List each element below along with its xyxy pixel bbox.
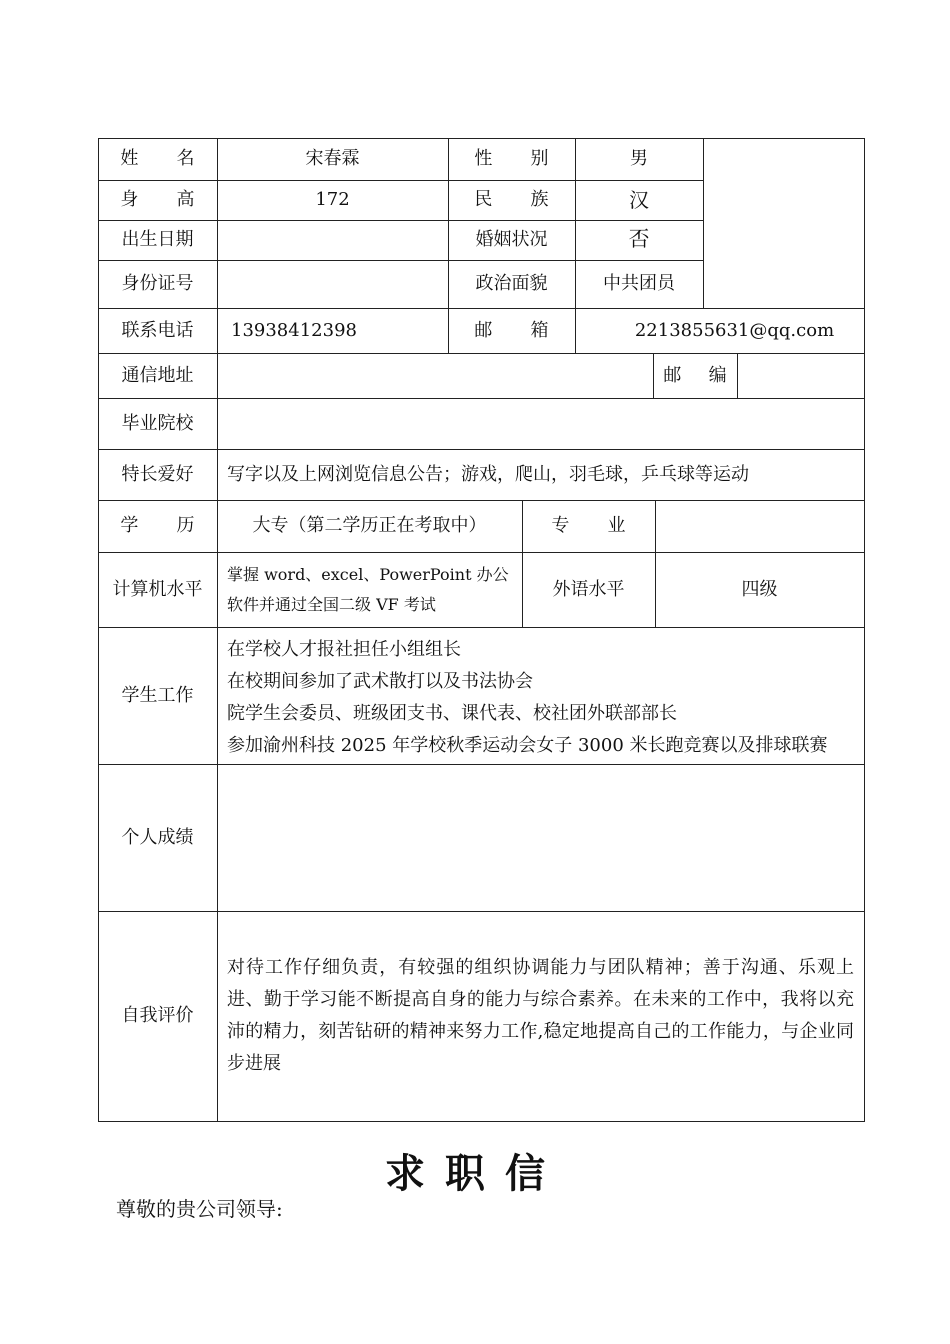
value-id [217,260,448,308]
work-line: 参加渝州科技 2025 年学校秋季运动会女子 3000 米长跑竞赛以及排球联赛 [227,735,828,756]
label-work: 学生工作 [121,684,194,706]
value-height: 172 [315,189,350,211]
label-address: 通信地址 [121,364,194,386]
label-name: 姓 名 [120,148,211,170]
label-education: 学 历 [120,515,211,537]
label-phone: 联系电话 [121,319,194,341]
photo-box [703,138,864,308]
value-gender: 男 [630,148,648,170]
value-achievements [217,764,864,911]
label-major: 专 业 [551,515,642,537]
work-line: 在校期间参加了武术散打以及书法协会 [227,671,533,692]
label-self-eval: 自我评价 [121,1005,194,1027]
label-school: 毕业院校 [121,412,194,434]
value-address [217,353,653,398]
value-postcode [737,353,864,398]
value-work [217,627,864,764]
work-line: 院学生会委员、班级团支书、课代表、校社团外联部部长 [227,703,677,724]
value-hobbies: 写字以及上网浏览信息公告；游戏，爬山，羽毛球，乒乓球等运动 [227,463,749,485]
letter-title: 求职信 [385,1151,565,1197]
label-political: 政治面貌 [475,273,548,295]
value-phone: 13938412398 [231,319,357,341]
label-email: 邮 箱 [474,319,565,341]
letter-greeting: 尊敬的贵公司领导: [116,1197,283,1221]
work-line: 在学校人才报社担任小组组长 [227,639,461,660]
value-education: 大专（第二学历正在考取中） [252,515,487,537]
label-birth: 出生日期 [121,229,194,251]
label-postcode: 邮 编 [663,364,738,386]
label-computer: 计算机水平 [112,578,203,600]
label-ethnicity: 民 族 [474,189,565,211]
label-language: 外语水平 [552,578,625,600]
value-political: 中共团员 [603,273,675,295]
value-school [217,398,864,449]
value-email: 2213855631@qq.com [634,319,835,341]
label-marital: 婚姻状况 [475,229,548,251]
value-ethnicity: 汉 [629,188,649,212]
value-major [655,500,864,552]
label-hobbies: 特长爱好 [121,463,194,485]
label-achievements: 个人成绩 [121,826,194,848]
value-computer: 掌握 word、excel、PowerPoint 办公软件并通过全国二级 VF 考试 [227,564,509,614]
label-gender: 性 别 [474,148,565,170]
value-marital: 否 [628,227,650,252]
value-self-eval: 对待工作仔细负责，有较强的组织协调能力与团队精神；善于沟通、乐观上进、勤于学习能不断提高自身的能力与综合素养。在未来的工作中，我将以充沛的精力，刻苦钻研的精神来努力工作,稳定地提高自己的工作能力，与企业同步进展 [227,957,854,1074]
value-birth [217,220,448,260]
label-height: 身 高 [120,189,211,211]
value-language: 四级 [741,578,778,600]
label-id: 身份证号 [121,273,194,295]
value-name: 宋春霖 [305,148,360,170]
